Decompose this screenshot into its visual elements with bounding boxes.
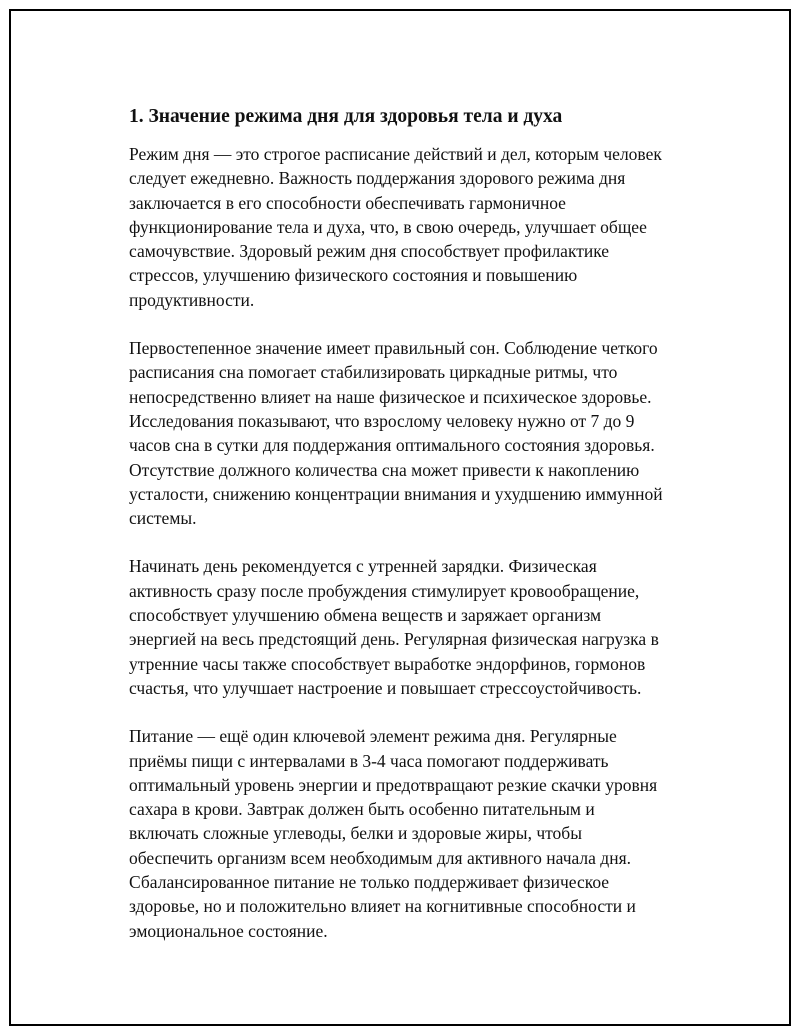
text-line: активность сразу после пробуждения стимулирует кровообращение, xyxy=(129,580,640,601)
text-line: энергией на весь предстоящий день. Регулярная физическая нагрузка в xyxy=(129,629,659,650)
text-line: утренние часы также способствует выработке эндорфинов, гормонов xyxy=(129,653,646,674)
text-line: часов сна в сутки для поддержания оптимального состояния здоровья. xyxy=(129,435,655,456)
text-line: функционирование тела и духа, что, в свою очередь, улучшает общее xyxy=(129,216,647,237)
text-line: сахара в крови. Завтрак должен быть особенно питательным и xyxy=(129,799,595,820)
text-line: усталости, снижению концентрации внимания и ухудшению иммунной xyxy=(129,483,663,504)
text-line: Питание — ещё один ключевой элемент режима дня. Регулярные xyxy=(129,726,617,747)
paragraph-nutrition xyxy=(129,724,699,943)
text-line: Начинать день рекомендуется с утренней зарядки. Физическая xyxy=(129,556,597,577)
paragraph-sleep-intro xyxy=(129,142,699,312)
text-line: приёмы пищи с интервалами в 3-4 часа помогают поддерживать xyxy=(129,750,609,771)
text-line: следует ежедневно. Важность поддержания здорового режима дня xyxy=(129,168,626,189)
text-line: оптимальный уровень энергии и предотвращают резкие скачки уровня xyxy=(129,774,658,795)
text-line: системы. xyxy=(129,508,197,529)
section-heading: 1. Значение режима дня для здоровья тела и духа xyxy=(129,106,563,127)
text-line: обеспечить организм всем необходимым для активного начала дня. xyxy=(129,847,631,868)
text-line: способствует улучшению обмена веществ и заряжает организм xyxy=(129,605,602,626)
text-line: здоровье, но и положительно влияет на когнитивные способности и xyxy=(129,896,636,917)
text-line: непосредственно влияет на наше физическое и психическое здоровье. xyxy=(129,386,652,407)
paragraph-sleep xyxy=(129,336,699,530)
text-line: Отсутствие должного количества сна может привести к накоплению xyxy=(129,459,640,480)
text-line: Сбалансированное питание не только поддерживает физическое xyxy=(129,872,610,893)
text-line: Режим дня — это строгое расписание действий и дел, которым человек xyxy=(129,144,662,164)
text-line: продуктивности. xyxy=(129,289,255,310)
text-line: счастья, что улучшает настроение и повышает стрессоустойчивость. xyxy=(129,677,642,698)
text-line: заключается в его способности обеспечивать гармоничное xyxy=(129,192,566,213)
document-body xyxy=(129,104,699,967)
text-line: Исследования показывают, что взрослому человеку нужно от 7 до 9 xyxy=(129,410,635,431)
text-line: Первостепенное значение имеет правильный сон. Соблюдение четкого xyxy=(129,338,658,359)
paragraph-exercise xyxy=(129,554,699,700)
text-line: эмоциональное состояние. xyxy=(129,920,328,941)
text-line: расписания сна помогает стабилизировать циркадные ритмы, что xyxy=(129,362,618,383)
text-line: стрессов, улучшению физического состояния и повышению xyxy=(129,265,578,286)
page-frame xyxy=(9,9,791,1026)
text-line: самочувствие. Здоровый режим дня способствует профилактике xyxy=(129,241,610,262)
text-line: включать сложные углеводы, белки и здоровые жиры, чтобы xyxy=(129,823,582,844)
